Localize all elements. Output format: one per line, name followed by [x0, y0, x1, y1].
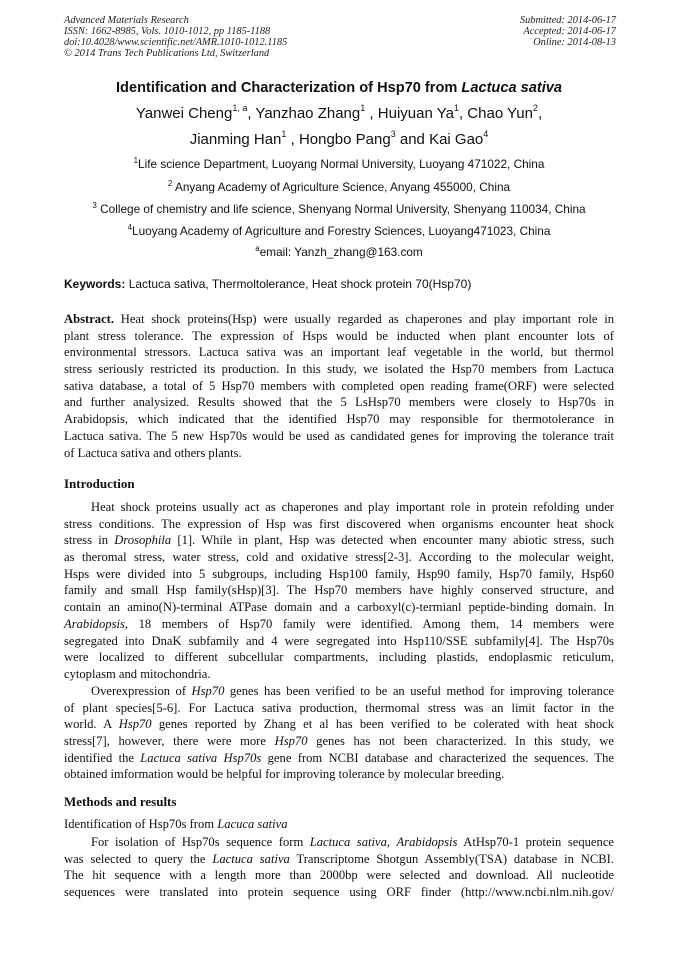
- paragraph-line: [64, 532, 614, 549]
- affiliation-marker: 1: [133, 156, 139, 165]
- affiliation-text: Anyang Academy of Agriculture Science, Anyang 455000, China: [172, 179, 511, 194]
- abstract-line: environmental stressors. Lactuca sativa was an important leaf vegetable in the world, but thermol: [64, 345, 614, 360]
- paragraph-line: [64, 733, 614, 750]
- accepted-date: Accepted: 2014-06-17: [523, 26, 616, 37]
- author-separator: ,: [247, 105, 256, 122]
- line-text: stress[7], however, there were more: [64, 734, 275, 749]
- line-text: segregated into DnaK subfamily and 4 were segregated into Hsp110/SSE subfamily[4]. The Hsp70s: [64, 633, 614, 648]
- author-separator: ,: [365, 105, 378, 122]
- affiliation-marker: 3: [92, 201, 97, 210]
- email-text[interactable]: email: Yanzh_zhang@163.com: [259, 244, 423, 259]
- keywords-label: Keywords:: [64, 277, 126, 291]
- paragraph-line: [64, 599, 614, 616]
- affiliation-text: College of chemistry and life science, Shenyang Normal University, Shenyang 110034, China: [96, 201, 586, 216]
- line-text: stress conditions. The expression of Hsp was first discovered when organisms encounter heat shock: [64, 516, 614, 531]
- line-text: AtHsp70-1 protein sequence: [457, 835, 614, 849]
- affiliation-3: [0, 201, 678, 216]
- paragraph-line: [64, 566, 614, 583]
- author-affiliation-marker: 2: [532, 103, 538, 113]
- affiliation-1: [0, 156, 678, 171]
- author-separator: ,: [537, 105, 543, 122]
- italic-term: Lactuca sativa: [309, 835, 387, 849]
- affiliation-2: [0, 179, 678, 194]
- abstract-line-text: Heat shock proteins(Hsp) were usually regarded as chaperones and play important role in: [114, 312, 614, 326]
- line-text: Heat shock proteins usually act as chaperones and play important role in protein refolding under: [91, 500, 614, 514]
- subheading-text: Identification of Hsp70s from: [64, 817, 218, 831]
- abstract: [64, 311, 614, 461]
- author-name: Chao Yun: [467, 105, 533, 122]
- line-text: Overexpression of: [91, 684, 192, 698]
- line-text: gene from NCBI database and characterized the sequences. The: [261, 750, 614, 765]
- paragraph-line: [64, 716, 614, 733]
- line-text: world. A: [64, 717, 119, 732]
- title-text: Identification and Characterization of Hsp70 from: [115, 80, 462, 96]
- abstract-line: Lactuca sativa. The 5 new Hsp70s would be used as candidated genes for improving the tolerance trait: [64, 428, 614, 443]
- author-affiliation-marker: 4: [483, 129, 489, 139]
- line-text: [1]. While in plant, Hsp was detected when encounter many abiotic stress, such: [171, 533, 615, 548]
- line-text: ,: [386, 835, 397, 849]
- paragraph-line: [64, 616, 614, 633]
- paragraph-line: [64, 549, 614, 566]
- affiliation-marker: 2: [167, 179, 173, 188]
- line-text: Hsps were divided into 5 subgroups, including Hsp100 family, Hsp90 family, Hsp70 family, Hsp60: [64, 566, 614, 581]
- line-text: stress in: [64, 533, 115, 548]
- abstract-line: plant stress tolerance. The expression of Hsps would be inducted when plant encounter lots of: [64, 328, 614, 343]
- paragraph-line: [64, 700, 614, 717]
- paragraph-line: [64, 649, 614, 666]
- author-separator: and: [395, 131, 430, 148]
- introduction-paragraph-2: [64, 683, 614, 783]
- abstract-line: [64, 311, 614, 328]
- author-affiliation-marker: 1: [360, 103, 366, 113]
- paragraph-line: [64, 516, 614, 533]
- line-text: as theromal stress, water stress, cold and oxidative stress[2-3]. According to the molecular weight,: [64, 550, 614, 565]
- introduction-paragraph-1: [64, 499, 614, 683]
- authors-line-1: [0, 104, 678, 122]
- title-species: Lactuca sativa: [461, 80, 563, 96]
- author-name: Huiyuan Ya: [377, 105, 454, 122]
- line-text: cytoplasm and mitochondria.: [64, 666, 211, 681]
- paragraph-line: [64, 499, 614, 516]
- italic-term: Hsp70: [274, 734, 308, 749]
- line-text: identified the: [64, 750, 141, 765]
- submitted-date: Submitted: 2014-06-17: [519, 15, 616, 26]
- line-text: Transcriptome Shotgun Assembly(TSA) database in NCBI.: [289, 851, 615, 866]
- italic-term: Arabidopsis: [64, 616, 125, 631]
- abstract-line: stress seriously restricted its production. In this study, we isolated the Hsp70 members from Lactuca: [64, 362, 614, 377]
- paragraph-line: [64, 666, 614, 683]
- line-text: family and small Hsp family(sHsp)[3]. The Hsp70 members have highly conserved structure, and: [64, 583, 614, 598]
- abstract-line: of Lactuca sativa and others plants.: [64, 445, 242, 460]
- paper-title: [0, 80, 678, 96]
- methods-heading: Methods and results: [64, 794, 177, 809]
- authors-line-2: [0, 130, 678, 148]
- issn-line: ISSN: 1662-8985, Vols. 1010-1012, pp 1185-1188: [64, 26, 271, 37]
- abstract-line: Arabidopsis, which indicated that the identified Hsp70 may responsible for thermotolerance in: [64, 412, 614, 427]
- author-separator: ,: [286, 131, 299, 148]
- italic-term: Drosophila: [114, 533, 172, 548]
- paragraph-line: [64, 750, 614, 767]
- affiliation-text: Luoyang Academy of Agriculture and Forestry Sciences, Luoyang471023, China: [132, 223, 551, 238]
- line-text: genes reported by Zhang et al has been verified to be colerated with heat shock: [151, 717, 615, 732]
- line-text: The hit sequence with a length more than 2000bp were selected and download. All nucleotide: [64, 868, 614, 883]
- author-name: Kai Gao: [429, 131, 484, 148]
- journal-info: [64, 15, 287, 59]
- paragraph-line: [64, 884, 614, 901]
- line-text: genes has been verified to be an useful method for improving tolerance: [224, 684, 614, 698]
- methods-subheading: [64, 817, 288, 832]
- paragraph-line: [64, 867, 614, 884]
- line-text: , 18 members of Hsp70 family were identified. Among them, 14 members were: [124, 616, 614, 631]
- italic-term: Lactuca sativa Hsp70s: [140, 750, 262, 765]
- italic-term: Hsp70: [118, 717, 152, 732]
- author-affiliation-marker: 1: [281, 129, 287, 139]
- author-affiliation-marker: 3: [390, 129, 396, 139]
- affiliation-marker: a: [255, 244, 260, 253]
- line-text: contain an amino(N)-terminal ATPase domain and a carboxyl(c)-termianl peptide-binding domain. In: [64, 600, 614, 615]
- paragraph-line: [64, 582, 614, 599]
- keywords: [64, 277, 471, 291]
- affiliation-text: Life science Department, Luoyang Normal University, Luoyang 471022, China: [138, 156, 545, 171]
- copyright-line: © 2014 Trans Tech Publications Ltd, Switzerland: [64, 48, 270, 59]
- affiliation-marker: 4: [127, 223, 133, 232]
- italic-term: Hsp70: [191, 684, 225, 698]
- author-name: Jianming Han: [189, 131, 282, 148]
- paragraph-line: [64, 683, 614, 700]
- online-date: Online: 2014-08-13: [533, 37, 616, 48]
- line-text: of plant species[5-6]. For Lactuca sativa production, thermomal stress was an limit factor in the: [64, 700, 614, 715]
- subheading-species: Lacuca sativa: [217, 817, 288, 831]
- abstract-line: sativa database, a total of 5 Hsp70 members with completed open reading frame(ORF) were selected: [64, 378, 614, 393]
- line-text: sequences were translated into protein sequence using ORF finder (http://www.ncbi.nlm.nih.gov/: [64, 885, 614, 900]
- italic-term: Lactuca sativa: [212, 851, 290, 866]
- author-affiliation-marker: 1: [453, 103, 459, 113]
- author-name: Yanzhao Zhang: [255, 105, 361, 122]
- journal-name: Advanced Materials Research: [64, 15, 189, 26]
- author-affiliation-marker: 1, a: [232, 103, 248, 113]
- keywords-text: Lactuca sativa, Thermoltolerance, Heat shock protein 70(Hsp70): [125, 277, 472, 291]
- affiliation-4: [0, 223, 678, 238]
- line-text: was selected to query the: [64, 851, 213, 866]
- abstract-line: and further analysized. Results showed that the 5 LsHsp70 members were closely to Hsp70s in: [64, 395, 614, 410]
- abstract-label: Abstract.: [64, 312, 115, 326]
- methods-paragraph-1: [64, 834, 614, 901]
- line-text: obtained imformation would be helpful for improving tolerance by molecular breeding.: [64, 767, 505, 782]
- author-name: Hongbo Pang: [298, 131, 391, 148]
- line-text: were localized to different subcellular compartments, including plastids, endoplasmic reticulum,: [64, 650, 614, 665]
- paragraph-line: [64, 766, 614, 783]
- doi-line[interactable]: doi:10.4028/www.scientific.net/AMR.1010-1012.1185: [64, 37, 288, 48]
- paragraph-line: [64, 633, 614, 650]
- paragraph-line: [64, 851, 614, 868]
- paragraph-line: [64, 834, 614, 851]
- author-email: [0, 244, 678, 259]
- line-text: genes has not been characterized. In this study, we: [307, 734, 614, 749]
- submission-dates: [520, 15, 616, 48]
- line-text: For isolation of Hsp70s sequence form: [91, 835, 310, 849]
- author-name: Yanwei Cheng: [135, 105, 233, 122]
- author-separator: ,: [458, 105, 468, 122]
- introduction-heading: Introduction: [64, 476, 135, 491]
- italic-term: Arabidopsis: [396, 835, 458, 849]
